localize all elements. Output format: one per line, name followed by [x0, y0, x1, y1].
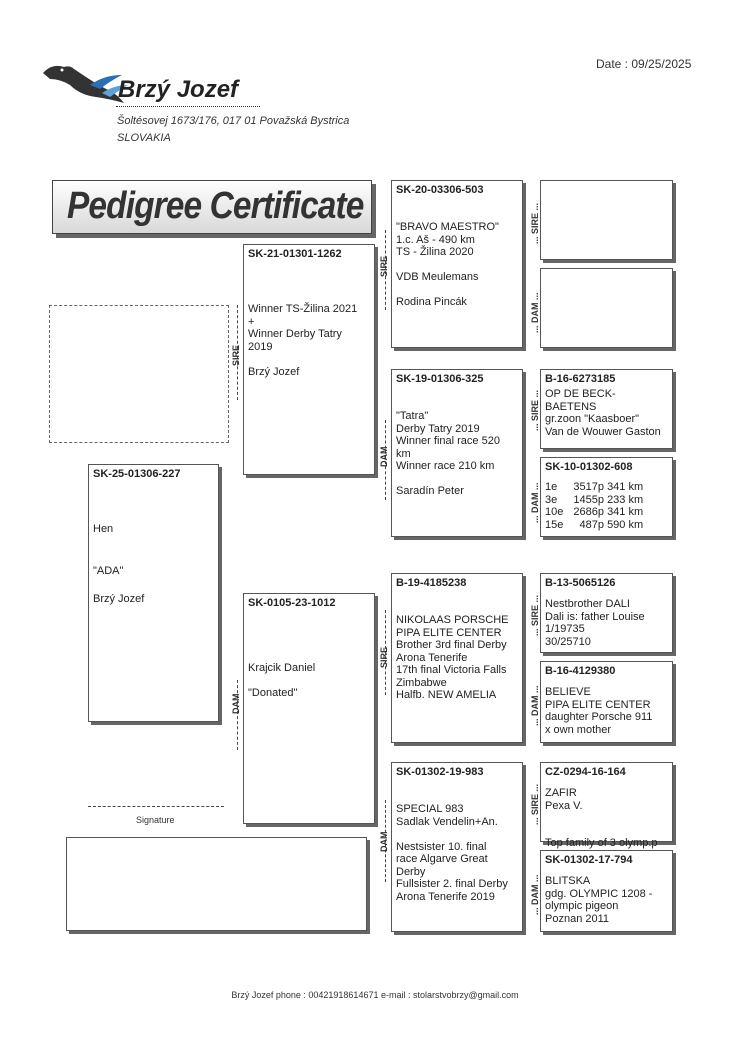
result-row: 10e 2686p 341 km [545, 506, 644, 518]
ds-label: SIRE [379, 646, 389, 668]
sire-dam-info: "Tatra" Derby Tatry 2019 Winner final race 520 km Winner race 210 km Saradín Peter [396, 410, 500, 497]
sire-sire-box [391, 180, 523, 348]
subject-sex: Hen [93, 523, 114, 535]
dam-sire-sire-info: Nestbrother DALI Dali is: father Louise 1/19735 30/25710 [545, 598, 645, 648]
dam-dam-dam-ring: SK-01302-17-794 [545, 854, 633, 866]
sire-dam-dam-results [545, 481, 643, 531]
signature-label: Signature [136, 815, 175, 825]
sire-sire-sire-ring [541, 181, 672, 184]
dds-label: ... SIRE ... [530, 783, 540, 825]
sire-dam-dam-ring: SK-10-01302-608 [545, 461, 633, 473]
result-row: 1e 3517p 341 km [545, 481, 644, 493]
breeder-name-underline [116, 106, 260, 107]
subject-owner: Brzý Jozef [93, 593, 145, 605]
sss-label: ... SIRE ... [530, 202, 540, 244]
dsd-label: ... DAM ... [530, 685, 540, 726]
sire-sire-dam-box [540, 268, 673, 348]
ssd-label: ... DAM ... [530, 292, 540, 333]
sire-dam-dam-box [540, 457, 673, 537]
sire-info: Winner TS-Žilina 2021 + Winner Derby Tatry 2019 Brzý Jozef [248, 303, 358, 378]
dam-dam-sire-info: ZAFIR Pexa V. Top family of 3 olymp.p [545, 787, 658, 849]
sdd-label: ... DAM ... [530, 482, 540, 523]
breeder-name: Brzý Jozef [118, 76, 239, 103]
dam-box [243, 593, 375, 824]
sire-sire-ring: SK-20-03306-503 [396, 184, 484, 196]
sire-box [243, 244, 375, 475]
dam-dam-ring: SK-01302-19-983 [396, 766, 484, 778]
sire-sire-info: "BRAVO MAESTRO" 1.c. Aš - 490 km TS - Žilina 2020 VDB Meulemans Rodina Pincák [396, 221, 499, 308]
dam-dam-sire-box [540, 762, 673, 849]
subject-bird-box [88, 464, 219, 722]
certificate-title: Pedigree Certificate [67, 185, 364, 227]
subject-name: "ADA" [93, 565, 124, 577]
signature-line [88, 806, 224, 807]
dam-sire-info: NIKOLAAS PORSCHE PIPA ELITE CENTER Brother 3rd final Derby Arona Tenerife 17th final Victoria Falls Zimbabwe Halfb. NEW AMELIA [396, 614, 509, 701]
address-line-2: SLOVAKIA [117, 132, 171, 144]
dam-dam-box [391, 762, 523, 932]
dam-sire-dam-info: BELIEVE PIPA ELITE CENTER daughter Porsche 911 x own mother [545, 686, 653, 736]
dam-dam-sire-ring: CZ-0294-16-164 [545, 766, 626, 778]
sds-label: ... SIRE ... [530, 389, 540, 431]
dam-sire-dam-ring: B-16-4129380 [545, 665, 616, 677]
footer-contact: Brzý Jozef phone : 00421918614671 e-mail : stolarstvobrzy@gmail.com [231, 990, 519, 1000]
sire-dam-sire-box [540, 369, 673, 449]
ddd-label: ... DAM ... [530, 874, 540, 915]
photo-placeholder [49, 305, 229, 443]
date: Date : 09/25/2025 [596, 57, 692, 71]
sire-dam-sire-ring: B-16-6273185 [545, 373, 616, 385]
subject-ring: SK-25-01306-227 [93, 468, 181, 480]
dam-label: DAM [231, 693, 241, 714]
certificate-title-banner [52, 180, 372, 234]
dam-connector [237, 680, 238, 750]
dss-label: ... SIRE ... [530, 594, 540, 636]
dam-sire-sire-ring: B-13-5065126 [545, 577, 616, 589]
sire-sire-dam-ring [541, 269, 672, 272]
sire-label: SIRE [231, 344, 241, 366]
sire-ring: SK-21-01301-1262 [248, 248, 342, 260]
sire-sire-sire-box [540, 180, 673, 260]
sd-label: DAM [379, 446, 389, 467]
dam-sire-ring: B-19-4185238 [396, 577, 467, 589]
address-line-1: Šoltésovej 1673/176, 017 01 Považská Bystrica [117, 115, 350, 127]
signature-box [66, 837, 367, 931]
dam-sire-dam-box [540, 661, 673, 743]
sire-dam-ring: SK-19-01306-325 [396, 373, 484, 385]
dam-sire-sire-box [540, 573, 673, 653]
dam-dam-dam-box [540, 850, 673, 932]
ss-label: SIRE [379, 255, 389, 277]
result-row: 15e 487p 590 km [545, 518, 644, 531]
sire-dam-box [391, 369, 523, 537]
dam-info: Krajcik Daniel "Donated" [248, 662, 316, 699]
dd-label: DAM [379, 831, 389, 852]
dam-dam-dam-info: BLITSKA gdg. OLYMPIC 1208 - olympic pigeon Poznan 2011 [545, 875, 653, 925]
sire-dam-sire-info: OP DE BECK- BAETENS gr.zoon "Kaasboer" Van de Wouwer Gaston [545, 388, 661, 438]
dam-ring: SK-0105-23-1012 [248, 597, 336, 609]
dam-sire-box [391, 573, 523, 743]
result-row: 3e 1455p 233 km [545, 493, 644, 506]
dam-dam-info: SPECIAL 983 Sadlak Vendelin+An. Nestsister 10. final race Algarve Great Derby Fullsister 2. final Derby Arona Tenerife 2019 [396, 803, 508, 903]
